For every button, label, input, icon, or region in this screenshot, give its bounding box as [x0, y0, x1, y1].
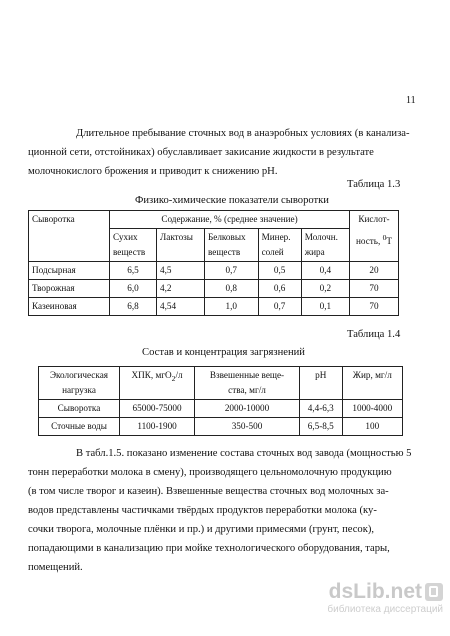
header-cell: Кислот- — [350, 211, 399, 229]
table-cell: 0,2 — [301, 280, 349, 298]
table-cell: 350-500 — [195, 418, 300, 436]
paragraph-line: (в том числе творог и казеин). Взвешенные вещества сточных вод молочных за- — [28, 486, 389, 497]
subheader-cell: Сухих веществ — [110, 229, 157, 262]
paragraph-line: водов представлены частичками твёрдых продуктов переработки молока (ку- — [28, 505, 377, 516]
paragraph-line: помещений. — [28, 562, 83, 573]
table-cell: 6,5-8,5 — [299, 418, 342, 436]
table-whey-properties — [28, 210, 399, 316]
table-cell: Подсырная — [29, 262, 110, 280]
subheader-cell: Белковых веществ — [204, 229, 258, 262]
header-cell: ХПК, мгО$_2$/л — [120, 367, 195, 400]
paragraph-line: В табл.1.5. показано изменение состава сточных вод завода (мощностью 5 — [76, 448, 412, 459]
header-cell: Сыворотка — [29, 211, 110, 229]
table-cell: 6,8 — [110, 298, 157, 316]
header-group-cell: Содержание, % (среднее значение) — [110, 211, 350, 229]
table-cell: 1100-1900 — [120, 418, 195, 436]
subheader-cell: Минер. солей — [258, 229, 301, 262]
table-row — [39, 400, 403, 418]
subheader-cell: Молочн. жира — [301, 229, 349, 262]
table-cell: Сыворотка — [39, 400, 120, 418]
table-cell: 100 — [342, 418, 402, 436]
table-cell: 0,4 — [301, 262, 349, 280]
table-cell: Сточные воды — [39, 418, 120, 436]
header-cell: Экологическая нагрузка — [39, 367, 120, 400]
table-subheader-row — [29, 229, 399, 262]
paragraph-line: тонн переработки молока в смену), производящего цельномолочную продукцию — [28, 467, 392, 478]
paragraph-line: сочки творога, молочные плёнки и пр.) и другими примесями (грунт, песок), — [28, 524, 375, 535]
table-row — [39, 418, 403, 436]
table-header-row — [39, 367, 403, 400]
table-cell: 4,5 — [157, 262, 205, 280]
subheader-cell: Лактозы — [157, 229, 205, 262]
table-cell: 70 — [350, 298, 399, 316]
table-cell: Творожная — [29, 280, 110, 298]
paragraph-line: Длительное пребывание сточных вод в анаэробных условиях (в канализа- — [76, 128, 410, 139]
table-cell: 0,1 — [301, 298, 349, 316]
table-cell: 0,7 — [258, 298, 301, 316]
paragraph-line: молочнокислого брожения и приводит к снижению рН. — [28, 166, 278, 177]
table-cell: 1,0 — [204, 298, 258, 316]
table-row — [29, 262, 399, 280]
table-cell: 2000-10000 — [195, 400, 300, 418]
table-cell: 4,4-6,3 — [299, 400, 342, 418]
header-cell: рН — [299, 367, 342, 400]
table-header-row — [29, 211, 399, 229]
table-1-label: Таблица 1.3 — [347, 179, 401, 190]
table-cell: 0,7 — [204, 262, 258, 280]
table-cell: Казеиновая — [29, 298, 110, 316]
table-cell: 65000-75000 — [120, 400, 195, 418]
table-cell: 0,8 — [204, 280, 258, 298]
header-cell: Взвешенные веще- ства, мг/л — [195, 367, 300, 400]
book-icon — [425, 583, 443, 601]
paragraph-1 — [28, 124, 424, 181]
header-cell: Жир, мг/л — [342, 367, 402, 400]
table-row — [29, 298, 399, 316]
watermark-subtitle: библиотека диссертаций — [327, 604, 443, 615]
table-2-label: Таблица 1.4 — [347, 329, 401, 340]
paragraph-2 — [28, 444, 424, 577]
header-cell-empty — [29, 229, 110, 262]
table-cell: 4,54 — [157, 298, 205, 316]
table-1-title: Физико-химические показатели сыворотки — [135, 195, 329, 206]
watermark — [315, 581, 443, 615]
table-row — [29, 280, 399, 298]
table-cell: 0,6 — [258, 280, 301, 298]
watermark-text: dsLib.net — [328, 580, 422, 603]
page-number: 11 — [406, 95, 416, 106]
table-cell: 0,5 — [258, 262, 301, 280]
table-cell: 4,2 — [157, 280, 205, 298]
subheader-cell: ность, $^0$Т — [350, 229, 399, 262]
watermark-logo — [315, 581, 443, 603]
table-2-title: Состав и концентрация загрязнений — [142, 347, 305, 358]
paragraph-line: ционной сети, отстойниках) обуславливает закисание жидкости в результате — [28, 147, 374, 158]
table-cell: 70 — [350, 280, 399, 298]
table-cell: 20 — [350, 262, 399, 280]
table-pollutant-concentration — [38, 366, 403, 436]
table-cell: 6,5 — [110, 262, 157, 280]
paragraph-line: попадающими в канализацию при мойке технологического оборудования, тары, — [28, 543, 390, 554]
table-cell: 1000-4000 — [342, 400, 402, 418]
table-cell: 6,0 — [110, 280, 157, 298]
